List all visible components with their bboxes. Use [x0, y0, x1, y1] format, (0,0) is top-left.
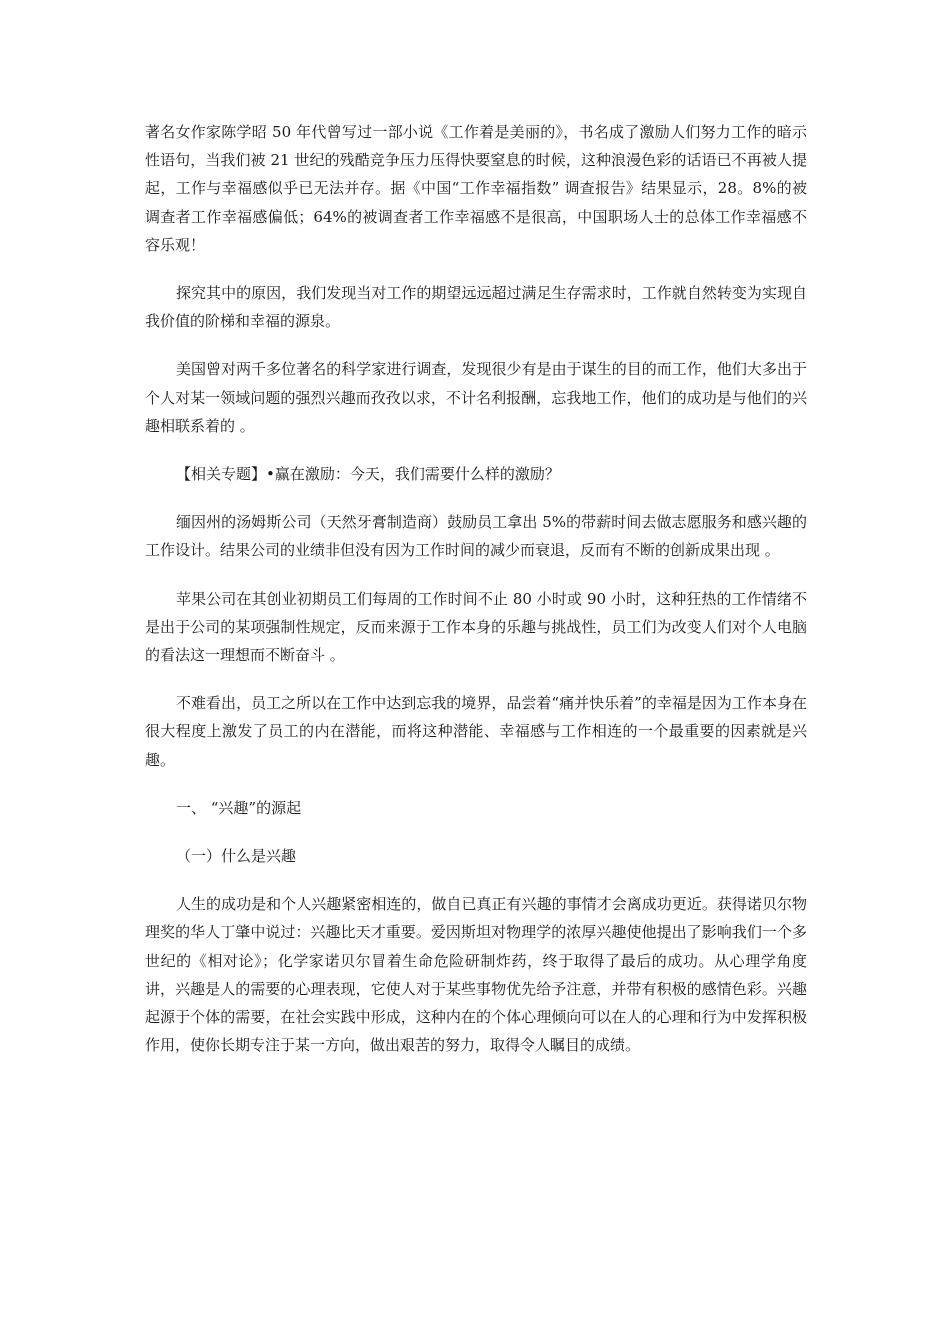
subsection-heading: （一）什么是兴趣 — [176, 847, 297, 866]
document-page — [145, 118, 807, 1079]
paragraph-toms: 缅因州的汤姆斯公司（天然牙膏制造商）鼓励员工拿出 5%的带薪时间去做志愿服务和感兴趣的工作设计。结果公司的业绩非但没有因为工作时间的减少而衰退，反而有不断的创新成果出现 。 — [145, 513, 807, 560]
paragraph-apple: 苹果公司在其创业初期员工们每周的工作时间不止 80 小时或 90 小时，这种狂热的工作情绪不是出于公司的某项强制性规定，反而来源于工作本身的乐趣与挑战性，员工们为改变人们对个人电脑的看法这一理想而不断奋斗 。 — [145, 589, 807, 665]
related-topic-line: 【相关专题】•赢在激励：今天，我们需要什么样的激励？ — [176, 465, 560, 484]
paragraph-interest: 人生的成功是和个人兴趣紧密相连的，做自已真正有兴趣的事情才会离成功更近。获得诺贝尔物理奖的华人丁肇中说过：兴趣比天才重要。爱因斯坦对物理学的浓厚兴趣使他提出了影响我们一个多世纪的《相对论》；化学家诺贝尔冒着生命危险研制炸药，终于取得了最后的成功。从心理学角度讲，兴趣是人的需要的心理表现，它使人对于某些事物优先给予注意，并带有积极的感情色彩。兴趣起源于个体的需要，在社会实践中形成，这种内在的个体心理倾向可以在人的心理和行为中发挥积极作用，使你长期专注于某一方向，做出艰苦的努力，取得令人瞩目的成绩。 — [145, 895, 807, 1055]
section-heading: 一、 “兴趣”的源起 — [176, 798, 302, 817]
paragraph-scientists: 美国曾对两千多位著名的科学家进行调查，发现很少有是由于谋生的目的而工作，他们大多出于个人对某一领域问题的强烈兴趣而孜孜以求，不计名利报酬，忘我地工作，他们的成功是与他们的兴趣相联系着的 。 — [145, 360, 807, 435]
paragraph-conclusion: 不难看出，员工之所以在工作中达到忘我的境界，品尝着“痛并快乐着”的幸福是因为工作本身在很大程度上激发了员工的内在潜能，而将这种潜能、幸福感与工作相连的一个最重要的因素就是兴趣。 — [145, 694, 807, 769]
paragraph-intro: 著名女作家陈学昭 50 年代曾写过一部小说《工作着是美丽的》，书名成了激励人们努力工作的暗示性语句，当我们被 21 世纪的残酷竞争压力压得快要窒息的时候，这种浪漫色彩的话语已不再被人提起，工作与幸福感似乎已无法并存。据《中国“工作幸福指数” 调查报告》结果显示，28。8%的被调查者工作幸福感偏低；64%的被调查者工作幸福感不是很高，中国职场人士的总体工作幸福感不容乐观！ — [145, 123, 807, 254]
paragraph-reason: 探究其中的原因，我们发现当对工作的期望远远超过满足生存需求时，工作就自然转变为实现自我价值的阶梯和幸福的源泉。 — [145, 284, 807, 331]
